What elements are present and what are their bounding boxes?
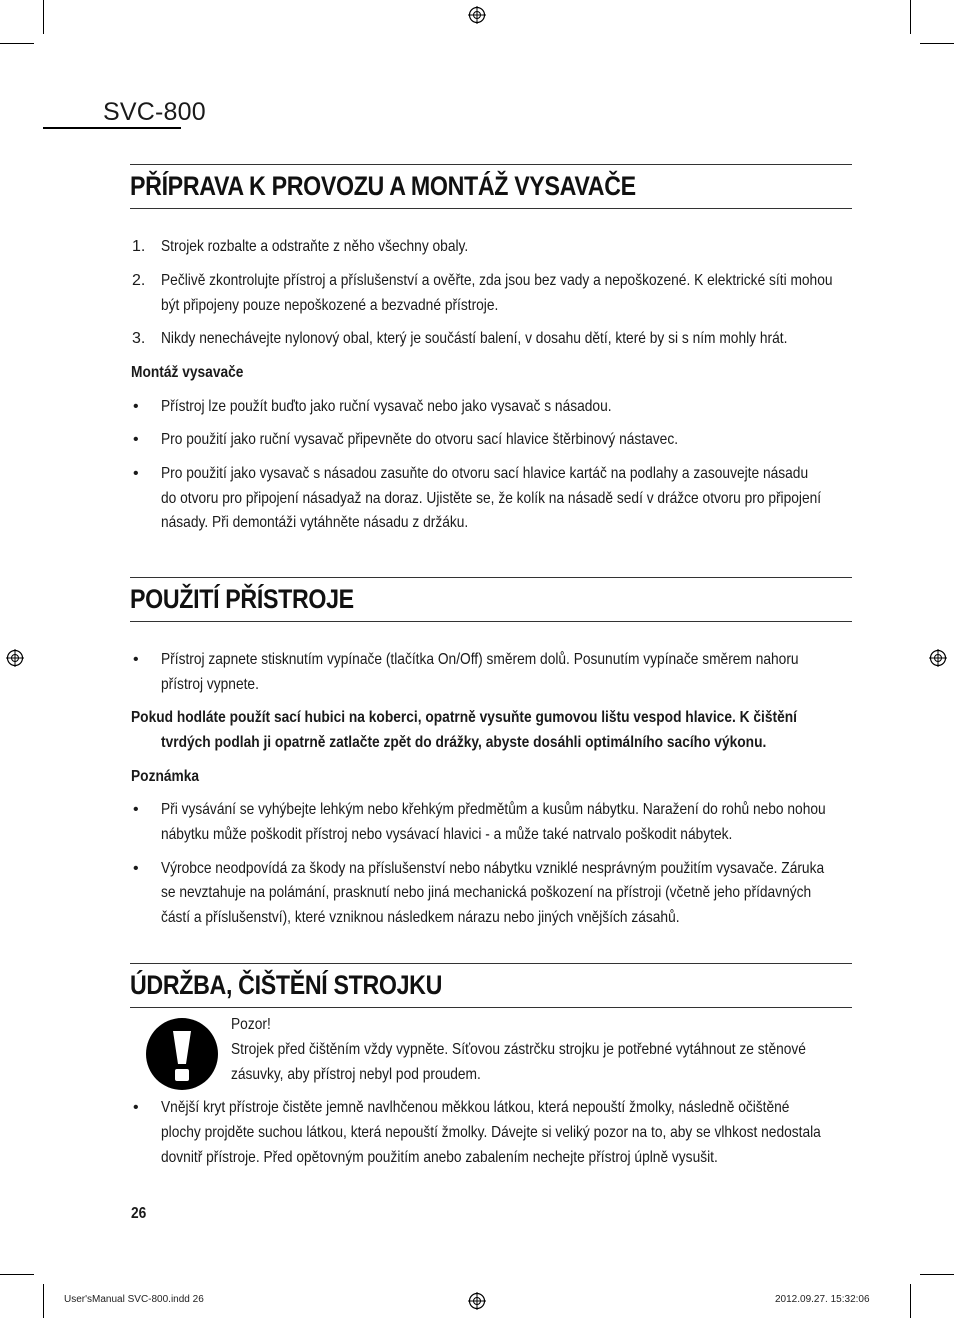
bullet: • — [133, 860, 139, 877]
warning-title: Pozor! — [231, 1016, 271, 1033]
bullet: • — [133, 465, 139, 482]
bullet-text: Při vysávání se vyhýbejte lehkým nebo křehkým předmětům a kusům nábytku. Naražení do rohů nebo nohou — [161, 801, 826, 818]
warning-text: zásuvky, aby přístroj nebyl pod proudem. — [231, 1066, 481, 1083]
warning-text: Strojek před čištěním vždy vypněte. Síťovou zástrčku strojku je potřebné vytáhnout ze stěnové — [231, 1041, 806, 1058]
section-rule-top — [130, 577, 852, 578]
bullet-text: Pro použití jako vysavač s násadou zasuňte do otvoru sací hlavice kartáč na podlahy a zasouvejte násadu — [161, 465, 809, 482]
list-item-text: být připojeny pouze nepoškozené a bezvadné přístroje. — [161, 297, 499, 314]
registration-mark-icon — [468, 6, 486, 24]
crop-mark — [920, 1274, 954, 1275]
section-rule-bottom — [130, 621, 852, 622]
section-title-usage: POUŽITÍ PŘÍSTROJE — [130, 584, 354, 614]
section-title-preparation: PŘÍPRAVA K PROVOZU A MONTÁŽ VYSAVAČE — [130, 171, 636, 201]
bullet-text: Pro použití jako ruční vysavač připevněte do otvoru sací hlavice štěrbinový nástavec. — [161, 431, 679, 448]
footer-file-info: User'sManual SVC-800.indd 26 — [64, 1294, 204, 1305]
page-number: 26 — [131, 1205, 147, 1222]
crop-mark — [43, 1284, 44, 1318]
bullet-text: nábytku může poškodit přístroj nebo vysávací hlavici - a může také natrvalo poškodit nábytek. — [161, 826, 733, 843]
crop-mark — [910, 1284, 911, 1318]
subheading-note: Poznámka — [131, 768, 200, 785]
bold-paragraph: tvrdých podlah ji opatrně zatlačte zpět do drážky, abyste dosáhli optimálního sacího výkonu. — [161, 734, 767, 751]
bullet-text: plochy projděte suchou látkou, která nepouští žmolky. Dávejte si veliký pozor na to, aby se vlhkost nedostala — [161, 1124, 821, 1141]
exclamation-icon — [145, 1017, 219, 1091]
section-title-maintenance: ÚDRŽBA, ČIŠTĚNÍ STROJKU — [130, 970, 443, 1000]
crop-mark — [0, 43, 34, 44]
bullet-text: Přístroj lze použít buďto jako ruční vysavač nebo jako vysavač s násadou. — [161, 398, 612, 415]
list-number: 1. — [132, 238, 146, 255]
crop-mark — [910, 0, 911, 34]
bullet-text: přístroj vypnete. — [161, 676, 259, 693]
section-rule-top — [130, 164, 852, 165]
bullet-text: Vnější kryt přístroje čistěte jemně navlhčenou měkkou látkou, která nepouští žmolky, následně očištěné — [161, 1099, 790, 1116]
list-item-text: Strojek rozbalte a odstraňte z něho všechny obaly. — [161, 238, 469, 255]
registration-mark-icon — [468, 1292, 486, 1310]
model-underline — [43, 127, 181, 129]
subheading-assembly: Montáž vysavače — [131, 364, 244, 381]
bullet-text: Výrobce neodpovídá za škody na příslušenství nebo nábytku vzniklé nesprávným použitím vysavače. Záruka — [161, 860, 825, 877]
section-rule-top — [130, 963, 852, 964]
bullet: • — [133, 398, 139, 415]
section-rule-bottom — [130, 208, 852, 209]
model-name: SVC-800 — [103, 98, 206, 126]
bullet: • — [133, 801, 139, 818]
crop-mark — [0, 1274, 34, 1275]
bullet-text: částí a příslušenství), které vzniknou následkem nárazu nebo jiných vnějších zásahů. — [161, 909, 680, 926]
bullet-text: dovnitř přístroje. Před opětovným použitím anebo zabalením nechejte přístroj úplně vysušit. — [161, 1149, 718, 1166]
bullet: • — [133, 431, 139, 448]
list-number: 3. — [132, 330, 146, 347]
crop-mark — [920, 43, 954, 44]
bullet-text: násady. Při demontáži vytáhněte násadu z držáku. — [161, 514, 469, 531]
registration-mark-icon — [929, 649, 947, 667]
crop-mark — [43, 0, 44, 34]
list-item-text: Nikdy nenechávejte nylonový obal, který je součástí balení, v dosahu dětí, které by si s ním mohly hrát. — [161, 330, 788, 347]
bullet: • — [133, 651, 139, 668]
list-number: 2. — [132, 272, 146, 289]
bullet-text: do otvoru pro připojení násadyaž na doraz. Ujistěte se, že kolík na násadě sedí v drážce otvoru pro připojení — [161, 490, 822, 507]
bold-paragraph: Pokud hodláte použít sací hubici na koberci, opatrně vysuňte gumovou lištu vespod hlavice. K čištění — [131, 709, 797, 726]
section-rule-bottom — [130, 1007, 852, 1008]
bullet-text: se nevztahuje na polámání, prasknutí nebo jiná mechanická poškození na přístroji (včetně jeho přídavných — [161, 884, 812, 901]
bullet-text: Přístroj zapnete stisknutím vypínače (tlačítka On/Off) směrem dolů. Posunutím vypínače směrem nahoru — [161, 651, 799, 668]
footer-timestamp: 2012.09.27. 15:32:06 — [775, 1294, 870, 1305]
list-item-text: Pečlivě zkontrolujte přístroj a příslušenství a ověřte, zda jsou bez vady a nepoškozené. K elektrické síti mohou — [161, 272, 833, 289]
bullet: • — [133, 1099, 139, 1116]
registration-mark-icon — [6, 649, 24, 667]
